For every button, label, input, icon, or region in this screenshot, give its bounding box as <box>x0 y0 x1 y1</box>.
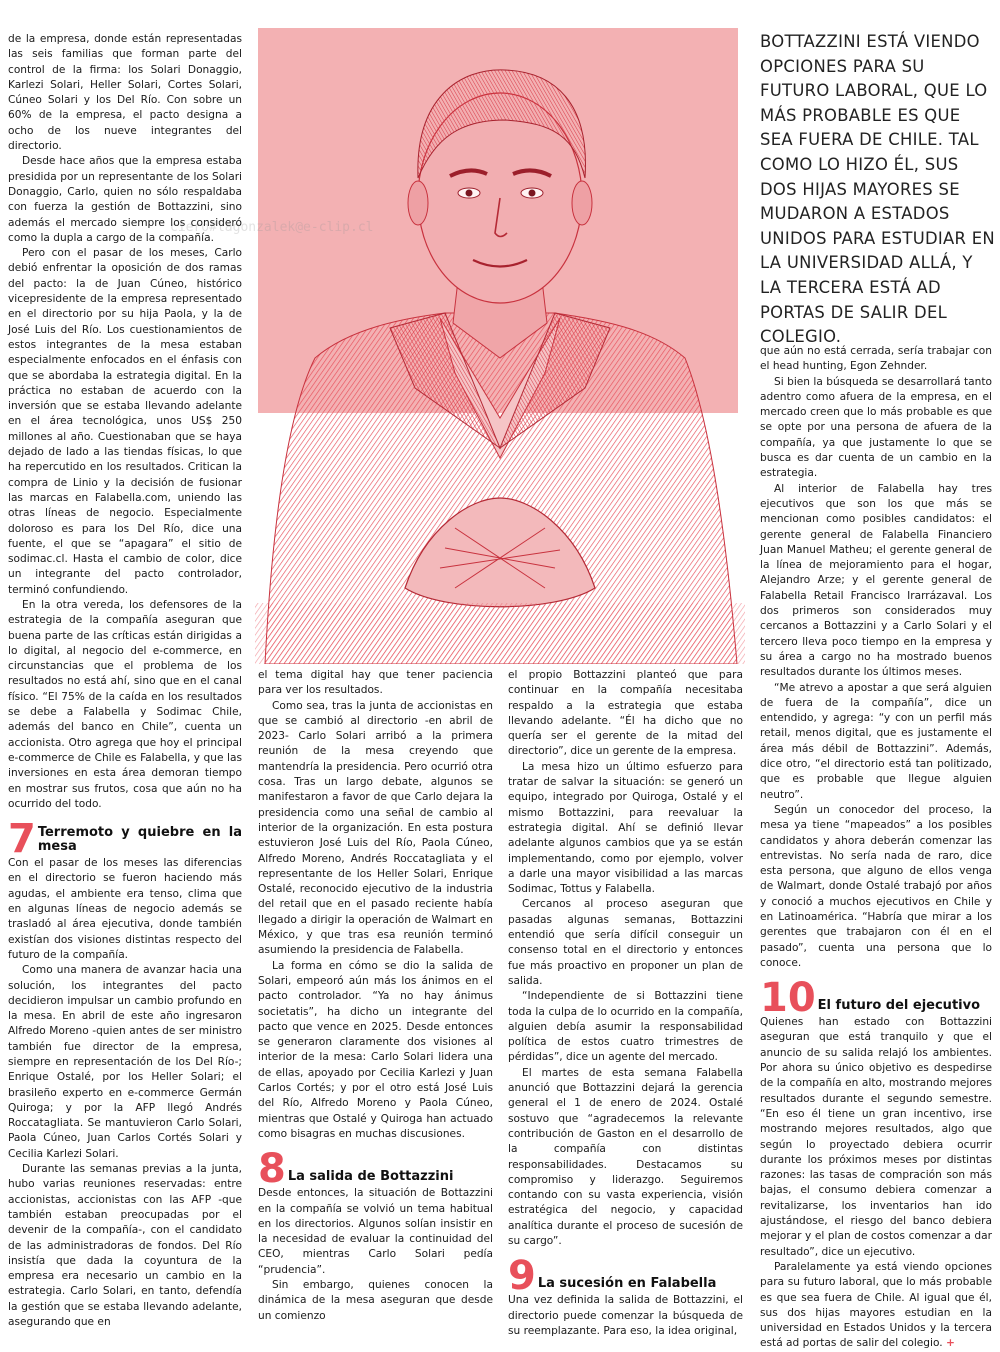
portrait-illustration <box>255 28 745 664</box>
paragraph: que aún no está cerrada, sería trabajar con el head hunting, Egon Zehnder. <box>760 345 992 373</box>
paragraph: Al interior de Falabella hay tres ejecutivos que son los que más se mencionan como posibles candidatos: el gerente general de Falabella Financiero Juan Manuel Matheu; el gerente general de la línea de mejoramiento para el hogar, Alejandro Arze; y el gerente general de Falabella Retail Francisco Irarrázaval. Los dos primeros son considerados muy cercanos a Bottazzini y a Carlo Solari y el tercero lleva poco tiempo en la empresa y su área a cargo no ha mostrado buenos resultados durante los últimos meses. <box>760 482 992 679</box>
article-column-2 <box>258 668 493 1324</box>
paragraph <box>760 1260 992 1352</box>
end-mark: + <box>945 1337 955 1350</box>
section-title: La salida de Bottazzini <box>287 1169 454 1185</box>
article-column-3 <box>508 668 743 1339</box>
section-title: La sucesión en Falabella <box>537 1276 717 1292</box>
paragraph: el propio Bottazzini planteó que para continuar en la compañía necesitaba respaldo a la estrategia que estaba llevando adelante. “Él ha dicho que no quería ser el gerente de la mitad del directorio”, dice un gerente de la empresa. <box>508 669 743 758</box>
paragraph: Según un conocedor del proceso, la mesa ya tiene “mapeados” a los posibles candidatos y ahora deberán comenzar las entrevistas. No sería nada de raro, dice esta persona, que alguno de ellos venga de Walmart, donde Ostalé trabajó por años y conoció a muchos ejecutivos en Chile y en Latinoamérica. “Habría que mirar a los gerentes que trabajaron con él en el pasado”, cuenta una persona que lo conoce. <box>760 803 992 969</box>
paragraph: Si bien la búsqueda se desarrollará tanto adentro como afuera de la empresa, en el mercado creen que lo más probable es que se opte por una persona de afuera de la compañía, ya que justamente lo que se busca es dar cuenta de un cambio en la estrategia. <box>760 375 992 480</box>
section-title: Terremoto y quiebre en la mesa <box>37 825 242 855</box>
paragraph: La forma en cómo se dio la salida de Solari, empeoró aún más los ánimos en el pacto controlador. “Ya no hay ánimus societatis”, ha dicho un integrante del pacto que vence en 2025. Desde entonces se generaron claramente dos visiones al interior de la mesa: Carlo Solari lidera una de ellas, apoyado por Cecilia Karlezi y Juan Carlos Cortés; y por el otro está José Luis del Río, Alfredo Moreno y Paola Cúneo, mientras que Ostalé y Quiroga han actuado como bisagras en muchas discusiones. <box>258 959 493 1140</box>
paragraph: Sin embargo, quienes conocen la dinámica de la mesa aseguran que desde un comienzo <box>258 1278 493 1322</box>
paragraph: Cercanos al proceso aseguran que pasadas algunas semanas, Bottazzini entendió que sería difícil conseguir un consenso total en el directorio y entonces fue más proactivo en proponer un plan de salida. <box>508 898 743 987</box>
paragraph: Con el pasar de los meses las diferencias en el directorio se fueron haciendo más agudas, el ambiente era tenso, clima que en algunas líneas de negocio además se trasladó al área ejecutiva, donde también existían dos visiones distintas respecto del futuro de la compañía. <box>8 857 242 961</box>
paragraph: Como una manera de avanzar hacia una solución, los integrantes del pacto decidieron impulsar un cambio profundo en la mesa. En abril de este año ingresaron Alfredo Moreno -quien antes de ser ministro también fue director de la empresa, siempre en representación de los Del Río-; Enrique Ostalé, por los Heller Solari; el brasileño experto en e-commerce Germán Quiroga; y por la AFP llegó Andrés Roccatagliata. Se mantuvieron Carlo Solari, Paola Cúneo, Juan Carlos Cortés Solari y Cecilia Karlezi Solari. <box>8 964 242 1160</box>
paragraph: Desde hace años que la empresa estaba presidida por un representante de los Solari Donaggio, Carlo, quien no sólo respaldaba con fuerza la gestión de Bottazzini, sino además el mercado siempre los consideró como la dupla a cargo de la compañía. <box>8 155 242 244</box>
section-number: 10 <box>760 975 816 1022</box>
section-heading-7 <box>8 816 242 863</box>
paragraph: El martes de esta semana Falabella anunció que Bottazzini dejará la gerencia general el 1 de enero de 2024. Ostalé sostuvo que “agradecemos la relevante contribución de Gaston en el desarrollo de la compañía con distintas responsabilidades. Destacamos su compromiso y liderazgo. Seguiremos contando con su vasta experiencia, visión estratégica del negocio, y capacidad analítica durante el proceso de sucesión de su cargo”. <box>508 1066 743 1247</box>
paragraph: Desde entonces, la situación de Bottazzini en la compañía se volvió un tema habitual en los directorios. Algunos solían insistir en la necesidad de evaluar la continuidad del CEO, mientras Carlo Solari pedía “prudencia”. <box>258 1187 493 1276</box>
section-heading-8 <box>258 1146 493 1193</box>
section-number: 9 <box>508 1253 536 1300</box>
paragraph-text: Paralelamente ya está viendo opciones para su futuro laboral, que lo más probable es que sea fuera de Chile. Al igual que él, sus dos hijas mayores estudian en la universidad en Estados Unidos y la tercera está ad portas de salir del colegio. <box>760 1260 992 1350</box>
paragraph: En la otra vereda, los defensores de la estrategia de la compañía aseguran que buena parte de las críticas están dirigidas a lo digital, al negocio del e-commerce, en circunstancias que el problema de los resultados no está ahí, sino que en el canal físico. “El 75% de la caída en los resultados se debe a Falabella y Sodimac Chile, además del banco en Chile”, cuenta un accionista. Otro agrega que hoy el principal e-commerce de Chile es Falabella, y que las inversiones en esta área demoran tiempo en mostrar sus frutos, cosa que aún no ha ocurrido del todo. <box>8 598 242 810</box>
paragraph: Quienes han estado con Bottazzini aseguran que está tranquilo y que el anuncio de su salida relajó los ambientes. Por ahora su único objetivo es despedirse de la compañía en alto, mostrando mejores resultados durante el segundo semestre. “En eso él tiene un gran incentivo, irse mostrando mejores resultados, algo que según lo proyectado debiera ocurrir durante los próximos meses por distintas razones: las tasas de compración son más bajas, el consumo debiera comenzar a revitalizarse, los inventarios han ido ajustándose, el riesgo del banco debiera mejorar y el plan de costos comenzar a dar resultado”, dice un ejecutivo. <box>760 1016 992 1258</box>
section-number: 7 <box>8 816 36 863</box>
paragraph: el tema digital hay que tener paciencia para ver los resultados. <box>258 669 493 697</box>
pull-quote: BOTTAZZINI ESTÁ VIENDO OPCIONES PARA SU FUTURO LABORAL, QUE LO MÁS PROBABLE ES QUE SEA FUERA DE CHILE. TAL COMO LO HIZO ÉL, SUS DOS HIJAS MAYORES SE MUDARON A ESTADOS UNIDOS PARA ESTUDIAR EN LA UNIVERSIDAD ALLÁ, Y LA TERCERA ESTÁ AD PORTAS DE SALIR DEL COLEGIO. <box>760 32 995 347</box>
paragraph: “Independiente de si Bottazzini tiene toda la culpa de lo ocurrido en la compañía, alguien debía asumir la responsabilidad política de estos cuatro trimestres de pérdidas”, dice un agente del mercado. <box>508 990 743 1064</box>
section-heading-9 <box>508 1253 743 1300</box>
section-title: El futuro del ejecutivo <box>817 998 981 1014</box>
section-number: 8 <box>258 1146 286 1193</box>
paragraph: Una vez definida la salida de Bottazzini, el directorio puede comenzar la búsqueda de su reemplazante. Para eso, la idea original, <box>508 1294 743 1337</box>
section-heading-10 <box>760 975 992 1022</box>
paragraph: Durante las semanas previas a la junta, hubo varias reuniones reservadas: entre accionistas, accionistas con las AFP -que también estaban preocupadas por el devenir de la compañía-, con el candidato de las administradoras de fondos. Del Río insistía que dada la coyuntura de la empresa era necesario un cambio en la estrategia. Carlo Solari, en tanto, defendía la gestión que se estaba llevando adelante, asegurando que en <box>8 1163 242 1329</box>
paragraph: de la empresa, donde están representadas las seis familias que forman parte del control de la firma: los Solari Donaggio, Karlezi Solari, Heller Solari, Cortes Solari, Cúneo Solari y los Del Río. Con sobre un 60% de la empresa, el pacto designa a ocho de los nueve integrantes del directorio. <box>8 33 242 153</box>
paragraph: “Me atrevo a apostar a que será alguien de fuera de la compañía”, dice un entendido, y agrega: “y con un perfil más retail, menos digital, que es justamente el área más débil de Bottazzini”. Además, dice otro, “el directorio está tan politizado, que es probable que llegue alguien neutro”. <box>760 681 992 801</box>
article-column-4 <box>760 344 992 1352</box>
article-column-1 <box>8 32 242 1330</box>
paragraph: Como sea, tras la junta de accionistas en que se cambió al directorio -en abril de 2023- Carlo Solari arribó a la primera reunión de la mesa creyendo que mantendría la presidencia. Pero ocurrió otra cosa. Tras un largo debate, algunos se manifestaron a favor de que Carlo dejara la presidencia como una señal de cambio al interior de la organización. En esta postura estuvieron José Luis del Río, Paola Cúneo, Alfredo Moreno, Andrés Roccatagliata y el representante de los Heller Solari, Enrique Ostalé, reconocido ejecutivo de la industria del retail que en el pasado reciente había llegado a dirigir la operación de Walmart en México, y que tras esa reunión terminó asumiendo la presidencia de Falabella. <box>258 699 493 957</box>
paragraph: Pero con el pasar de los meses, Carlo debió enfrentar la oposición de dos ramas del pacto: la de Juan Cúneo, histórico vicepresidente de la empresa representado en el directorio por su hija Paola, y la de José Luis del Río. Los cuestionamientos de estos integrantes de la mesa estaban especialmente enfocados en el énfasis con que se abordaba la estrategia digital. En la práctica no estaban de acuerdo con la inversión que se estaba llevando adelante en el área tecnológica, unos US$ 250 millones al año. Cuestionaban que se haya dejado de lado a las tiendas físicas, lo que ha repercutido en los resultados. Critican la compra de Linio y la decisión de fusionar las marcas en Falabella.com, uniendo las otras líneas de negocio. Especialmente doloroso es para los Del Río, dice una fuente, el que se “apagara” el sitio de sodimac.cl. Hasta el cambio de color, dice un integrante del pacto controlador, terminó confundiendo. <box>8 247 242 596</box>
paragraph: La mesa hizo un último esfuerzo para tratar de salvar la situación: se generó un equipo, integrado por Quiroga, Ostalé y el mismo Bottazzini, para reevaluar la estrategia digital. Ahí se definió llevar adelante algunos cambios que ya se están implementando, como por ejemplo, volver a darle una mayor visibilidad a las marcas Sodimac, Tottus y Falabella. <box>508 760 743 896</box>
watermark-text: ciero#lagonzalek@e-clip.cl <box>170 220 374 235</box>
